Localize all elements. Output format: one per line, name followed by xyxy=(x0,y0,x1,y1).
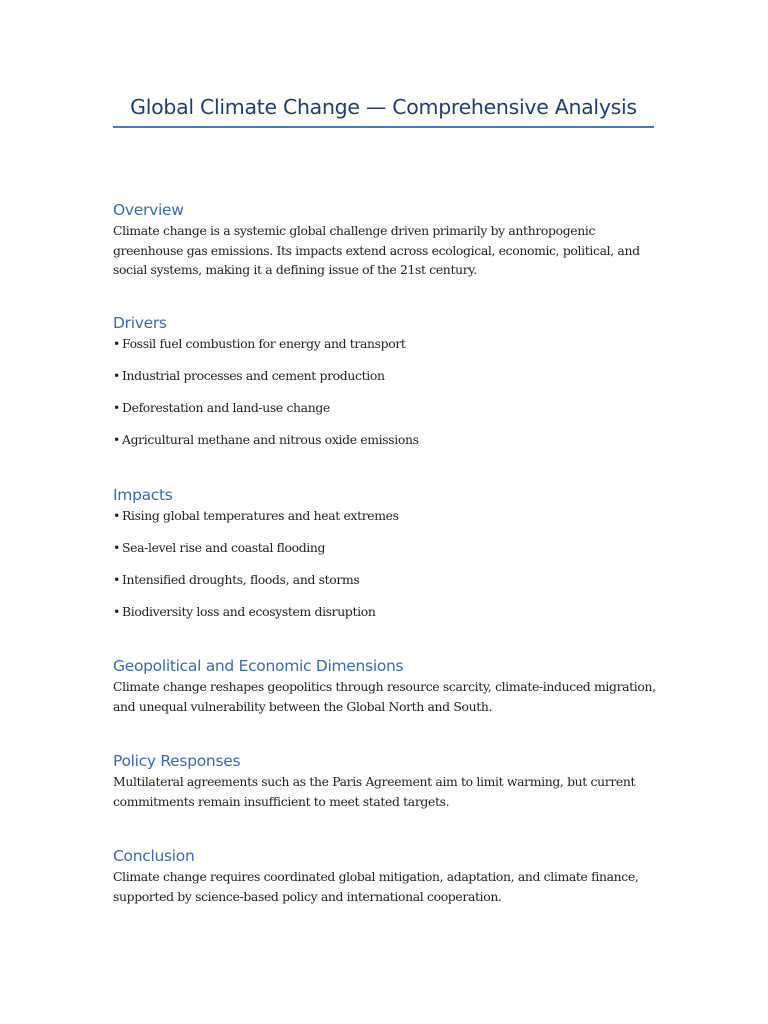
policy-paragraph: Multilateral agreements such as the Paris Agreement aim to limit warming, but current commitments remain insufficient to meet stated targets. xyxy=(113,774,636,809)
geopolitical-paragraph: Climate change reshapes geopolitics through resource scarcity, climate-induced migration, and unequal vulnerability between the Global North and South. xyxy=(113,679,656,714)
list-item xyxy=(113,366,658,398)
section-heading-policy-responses: Policy Responses xyxy=(113,752,241,770)
list-item-text: Deforestation and land-use change xyxy=(122,400,330,415)
list-item-text: Agricultural methane and nitrous oxide emissions xyxy=(122,432,419,447)
section-heading-conclusion: Conclusion xyxy=(113,847,195,865)
section-heading-impacts: Impacts xyxy=(113,486,173,504)
section-heading-overview: Overview xyxy=(113,201,184,219)
section-policy-responses xyxy=(113,750,658,811)
section-impacts xyxy=(113,484,658,634)
bullet-icon: • xyxy=(113,336,120,351)
impacts-list xyxy=(113,506,658,634)
section-drivers xyxy=(113,312,658,462)
section-geopolitical xyxy=(113,655,658,716)
section-conclusion xyxy=(113,845,658,906)
bullet-icon: • xyxy=(113,432,120,447)
conclusion-paragraph: Climate change requires coordinated global mitigation, adaptation, and climate finance, supported by science-based policy and international cooperation. xyxy=(113,869,639,904)
list-item-text: Industrial processes and cement production xyxy=(122,368,385,383)
list-item xyxy=(113,398,658,430)
bullet-icon: • xyxy=(113,540,120,555)
list-item-text: Sea-level rise and coastal flooding xyxy=(122,540,326,555)
document-title: Global Climate Change — Comprehensive Analysis xyxy=(130,95,637,119)
bullet-icon: • xyxy=(113,368,120,383)
list-item-text: Biodiversity loss and ecosystem disruption xyxy=(122,604,376,619)
section-heading-drivers: Drivers xyxy=(113,314,167,332)
bullet-icon: • xyxy=(113,604,120,619)
list-item-text: Fossil fuel combustion for energy and transport xyxy=(122,336,406,351)
bullet-icon: • xyxy=(113,572,120,587)
overview-paragraph: Climate change is a systemic global challenge driven primarily by anthropogenic greenhouse gas emissions. Its impacts extend across ecological, economic, political, and social systems, making it a defining issue of the 21st century. xyxy=(113,223,640,277)
list-item xyxy=(113,334,658,366)
title-underline-rule xyxy=(113,126,654,128)
list-item xyxy=(113,506,658,538)
section-heading-geopolitical: Geopolitical and Economic Dimensions xyxy=(113,657,404,675)
list-item xyxy=(113,538,658,570)
list-item xyxy=(113,570,658,602)
section-overview xyxy=(113,199,658,280)
bullet-icon: • xyxy=(113,508,120,523)
list-item xyxy=(113,602,658,634)
list-item-text: Rising global temperatures and heat extremes xyxy=(122,508,399,523)
drivers-list xyxy=(113,334,658,462)
list-item-text: Intensified droughts, floods, and storms xyxy=(122,572,360,587)
list-item xyxy=(113,430,658,462)
bullet-icon: • xyxy=(113,400,120,415)
